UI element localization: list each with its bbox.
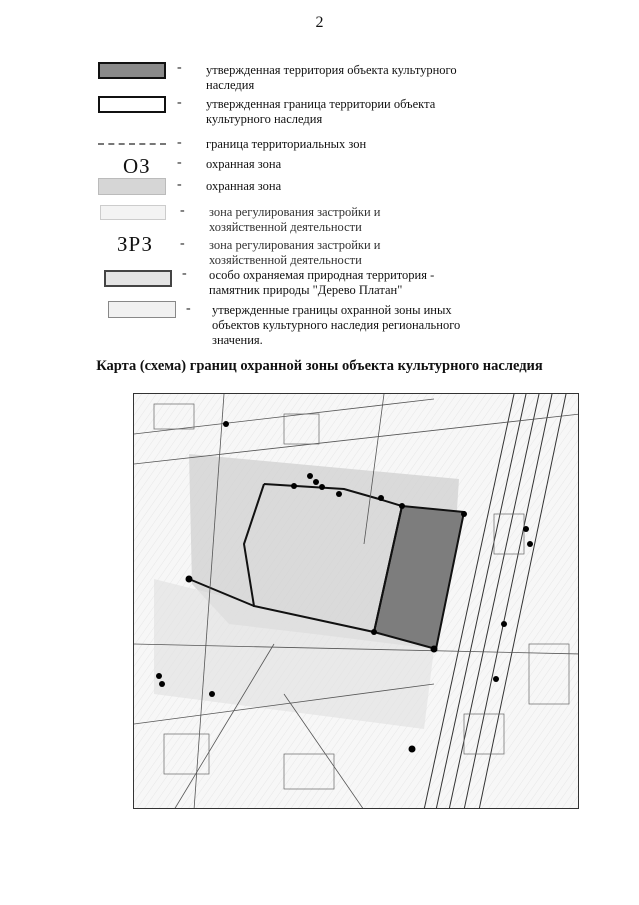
- legend-text-zone-border: граница территориальных зон: [206, 137, 367, 151]
- legend-text-heritage-territory: утвержденная территория объекта культурного наследия: [206, 63, 457, 92]
- legend-swatch-protection-zone: [98, 178, 166, 195]
- legend-text-oz: охранная зона: [206, 157, 282, 171]
- legend-text-zrz: зона регулирования застройки и хозяйственной деятельности: [209, 238, 381, 267]
- legend-symbol-oz: ОЗ: [123, 154, 151, 178]
- map-drawing: [134, 394, 579, 809]
- legend-swatch-heritage-boundary: [98, 96, 166, 113]
- legend-dash: -: [182, 266, 187, 281]
- legend-swatch-heritage-territory: [98, 62, 166, 79]
- legend-text-heritage-boundary: утвержденная граница территории объекта культурного наследия: [206, 97, 436, 126]
- legend-swatch-other-heritage-zones: [108, 301, 176, 318]
- legend-swatch-natural-monument: [104, 270, 172, 287]
- legend-text-regulation-zone: зона регулирования застройки и хозяйственной деятельности: [209, 205, 381, 234]
- page-number: 2: [315, 14, 324, 31]
- legend-text-protection-zone: охранная зона: [206, 179, 282, 193]
- legend-dash: -: [177, 155, 182, 170]
- legend-swatch-regulation-zone: [100, 205, 166, 220]
- legend-text-natural-monument: особо охраняемая природная территория - памятник природы "Дерево Платан": [209, 268, 435, 297]
- legend-dash: -: [177, 135, 182, 150]
- legend-swatch-zone-border-line: [98, 143, 166, 146]
- legend-symbol-zrz: ЗРЗ: [117, 232, 153, 256]
- legend-dash: -: [180, 236, 185, 251]
- legend-dash: -: [180, 203, 185, 218]
- legend-dash: -: [177, 95, 182, 110]
- map-scheme: [133, 393, 579, 809]
- legend-dash: -: [177, 177, 182, 192]
- legend-text-other-heritage-zones: утвержденные границы охранной зоны иных объектов культурного наследия регионального значения.: [212, 303, 461, 347]
- map-title: Карта (схема) границ охранной зоны объекта культурного наследия: [96, 358, 543, 374]
- legend-dash: -: [177, 60, 182, 75]
- legend-dash: -: [186, 301, 191, 316]
